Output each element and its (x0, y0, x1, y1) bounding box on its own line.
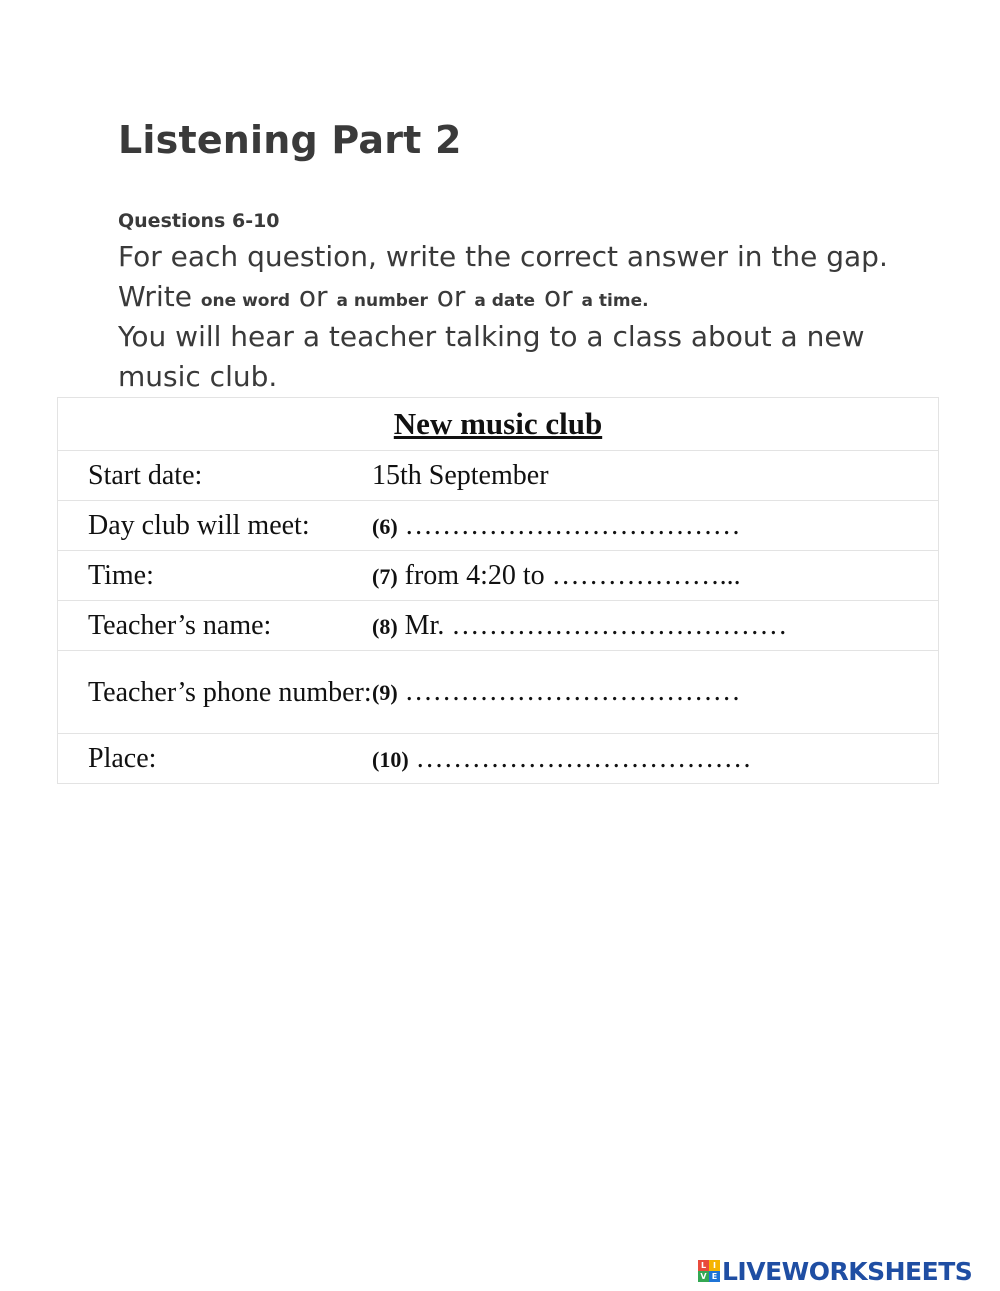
row-label-start-date: Start date: (88, 460, 203, 491)
row-value-time (372, 560, 938, 592)
row-value-phone (372, 676, 938, 708)
instruction-or-3: or (543, 280, 573, 313)
question-number-9: (9) (372, 680, 398, 705)
table-heading: New music club (393, 406, 603, 441)
answer-gap-8[interactable]: Mr. ……………………………… (397, 609, 788, 641)
table-row (58, 500, 938, 550)
start-date-value: 15th September (372, 459, 549, 491)
row-value-place (372, 743, 938, 775)
row-value-teacher-name (372, 610, 938, 642)
logo-letter-i: I (709, 1260, 720, 1271)
table-row (58, 600, 938, 650)
question-number-6: (6) (372, 513, 398, 539)
row-value-day (372, 510, 938, 542)
answer-gap-6[interactable]: ……………………………… (397, 509, 741, 541)
question-number-8: (8) (372, 613, 398, 639)
table-row (58, 733, 938, 783)
instruction-line-3: You will hear a teacher talking to a class about a new (118, 320, 865, 353)
logo-letter-v: V (698, 1271, 709, 1282)
table-row (58, 550, 938, 600)
page-title: Listening Part 2 (118, 118, 462, 162)
instruction-or-2: or (436, 280, 466, 313)
row-label-teacher-name: Teacher’s name: (88, 610, 272, 641)
logo-letter-l: L (698, 1260, 709, 1271)
answer-gap-7[interactable]: from 4:20 to ………………... (397, 559, 741, 591)
question-number-10: (10) (372, 746, 409, 772)
instruction-line-4: music club. (118, 360, 278, 393)
row-value-start-date (372, 460, 938, 492)
music-club-table (57, 397, 939, 784)
questions-label: Questions 6-10 (118, 210, 280, 232)
instruction-line-1: For each question, write the correct answer in the gap. (118, 240, 888, 273)
instruction-time: a time. (581, 291, 649, 311)
question-number-7: (7) (372, 563, 398, 589)
instruction-number: a number (336, 291, 428, 311)
table-row (58, 450, 938, 500)
instruction-or-1: or (298, 280, 328, 313)
row-label-phone: Teacher’s phone number: (88, 676, 372, 708)
liveworksheets-logo (698, 1256, 972, 1286)
table-heading-row (58, 398, 938, 450)
instruction-write: Write (118, 280, 192, 313)
row-label-place: Place: (88, 743, 157, 774)
instruction-line-2 (118, 280, 649, 313)
table-row (58, 650, 938, 733)
logo-text: LIVEWORKSHEETS (722, 1256, 973, 1286)
answer-gap-9[interactable]: ……………………………… (397, 676, 741, 707)
row-label-day: Day club will meet: (88, 510, 310, 541)
instruction-date: a date (474, 291, 536, 311)
answer-gap-10[interactable]: ……………………………… (408, 742, 752, 774)
logo-mark-icon (698, 1260, 720, 1282)
instruction-one-word: one word (200, 291, 291, 311)
logo-letter-e: E (709, 1271, 720, 1282)
row-label-time: Time: (88, 560, 154, 591)
